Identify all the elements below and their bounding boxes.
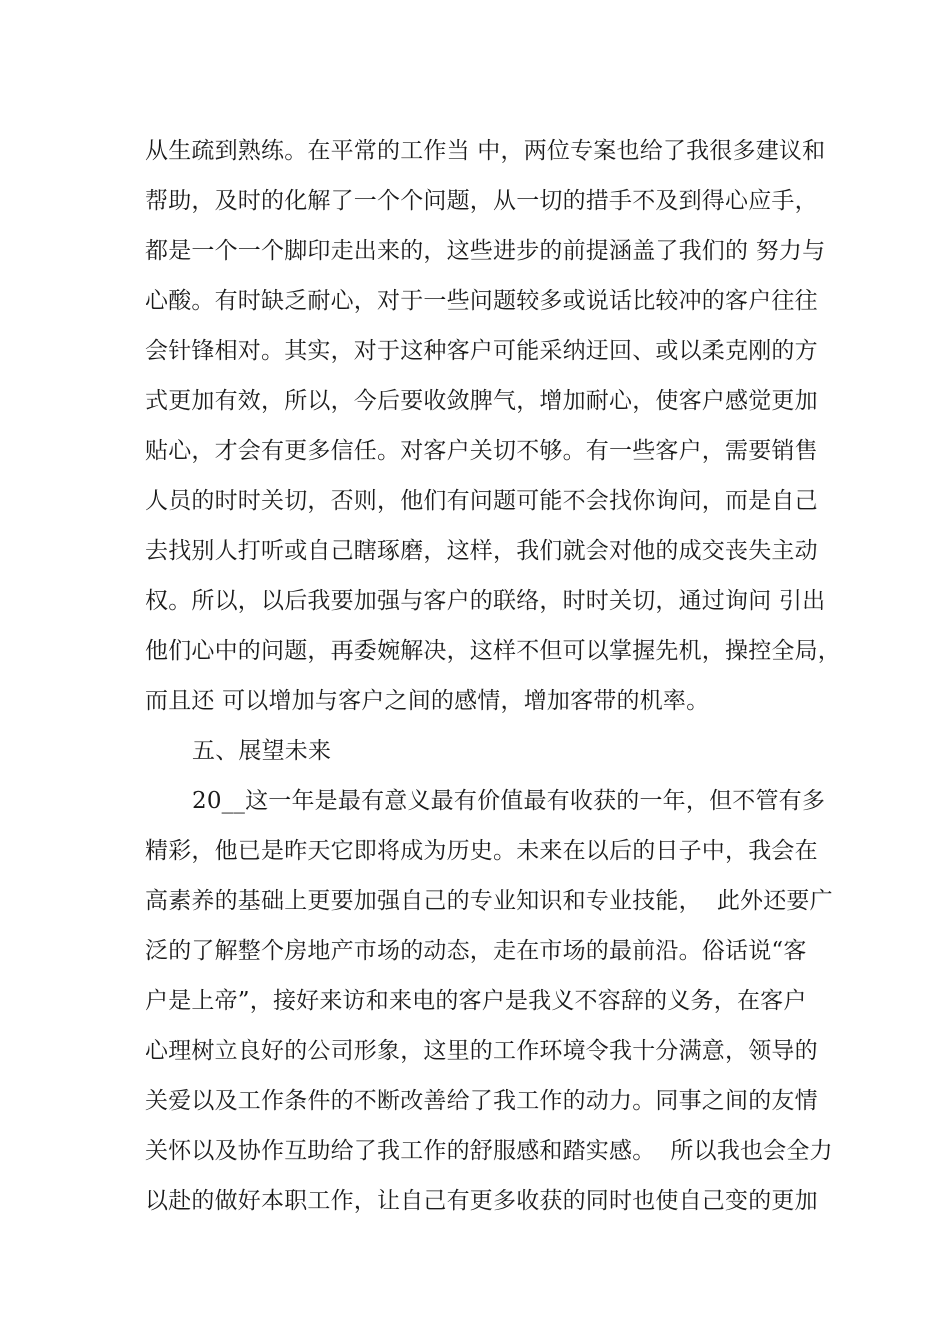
paragraph-line: 从生疏到熟练。在平常的工作当 中，两位专案也给了我很多建议和 <box>145 138 826 164</box>
section-heading: 五、展望未来 <box>192 738 332 764</box>
paragraph-line: 关爱以及工作条件的不断改善给了我工作的动力。同事之间的友情 <box>145 1088 818 1114</box>
paragraph-line: 以赴的做好本职工作，让自己有更多收获的同时也使自己变的更加 <box>145 1188 818 1214</box>
paragraph-line: 会针锋相对。其实，对于这种客户可能采纳迂回、或以柔克刚的方 <box>145 338 818 364</box>
paragraph-line: 高素养的基础上更要加强自己的专业知识和专业技能， 此外还要广 <box>145 888 833 914</box>
paragraph-line: 20__这一年是最有意义最有价值最有收获的一年，但不管有多 <box>192 788 826 814</box>
paragraph-line: 都是一个一个脚印走出来的，这些进步的前提涵盖了我们的 努力与 <box>145 238 826 264</box>
paragraph-line: 人员的时时关切，否则，他们有问题可能不会找你询问，而是自己 <box>145 488 818 514</box>
paragraph-line: 贴心，才会有更多信任。对客户关切不够。有一些客户，需要销售 <box>145 438 818 464</box>
paragraph-line: 去找别人打听或自己瞎琢磨，这样，我们就会对他的成交丧失主动 <box>145 538 818 564</box>
paragraph-line: 权。所以，以后我要加强与客户的联络，时时关切，通过询问 引出 <box>145 588 826 614</box>
paragraph-line: 泛的了解整个房地产市场的动态，走在市场的最前沿。俗话说“客 <box>145 938 807 964</box>
paragraph-line: 式更加有效，所以，今后要收敛脾气，增加耐心，使客户感觉更加 <box>145 388 818 414</box>
paragraph-line: 关怀以及协作互助给了我工作的舒服感和踏实感。 所以我也会全力 <box>145 1138 833 1164</box>
paragraph-line: 他们心中的问题，再委婉解决，这样不但可以掌握先机，操控全局， <box>145 638 841 664</box>
paragraph-line: 户是上帝”，接好来访和来电的客户是我义不容辞的义务，在客户 <box>145 988 807 1014</box>
paragraph-line: 精彩，他已是昨天它即将成为历史。未来在以后的日子中，我会在 <box>145 838 818 864</box>
paragraph-line: 帮助，及时的化解了一个个问题，从一切的措手不及到得心应手， <box>145 188 818 214</box>
paragraph-line: 心酸。有时缺乏耐心，对于一些问题较多或说话比较冲的客户往往 <box>145 288 818 314</box>
paragraph-line: 心理树立良好的公司形象，这里的工作环境令我十分满意，领导的 <box>145 1038 818 1064</box>
paragraph-line: 而且还 可以增加与客户之间的感情，增加客带的机率。 <box>145 688 710 714</box>
